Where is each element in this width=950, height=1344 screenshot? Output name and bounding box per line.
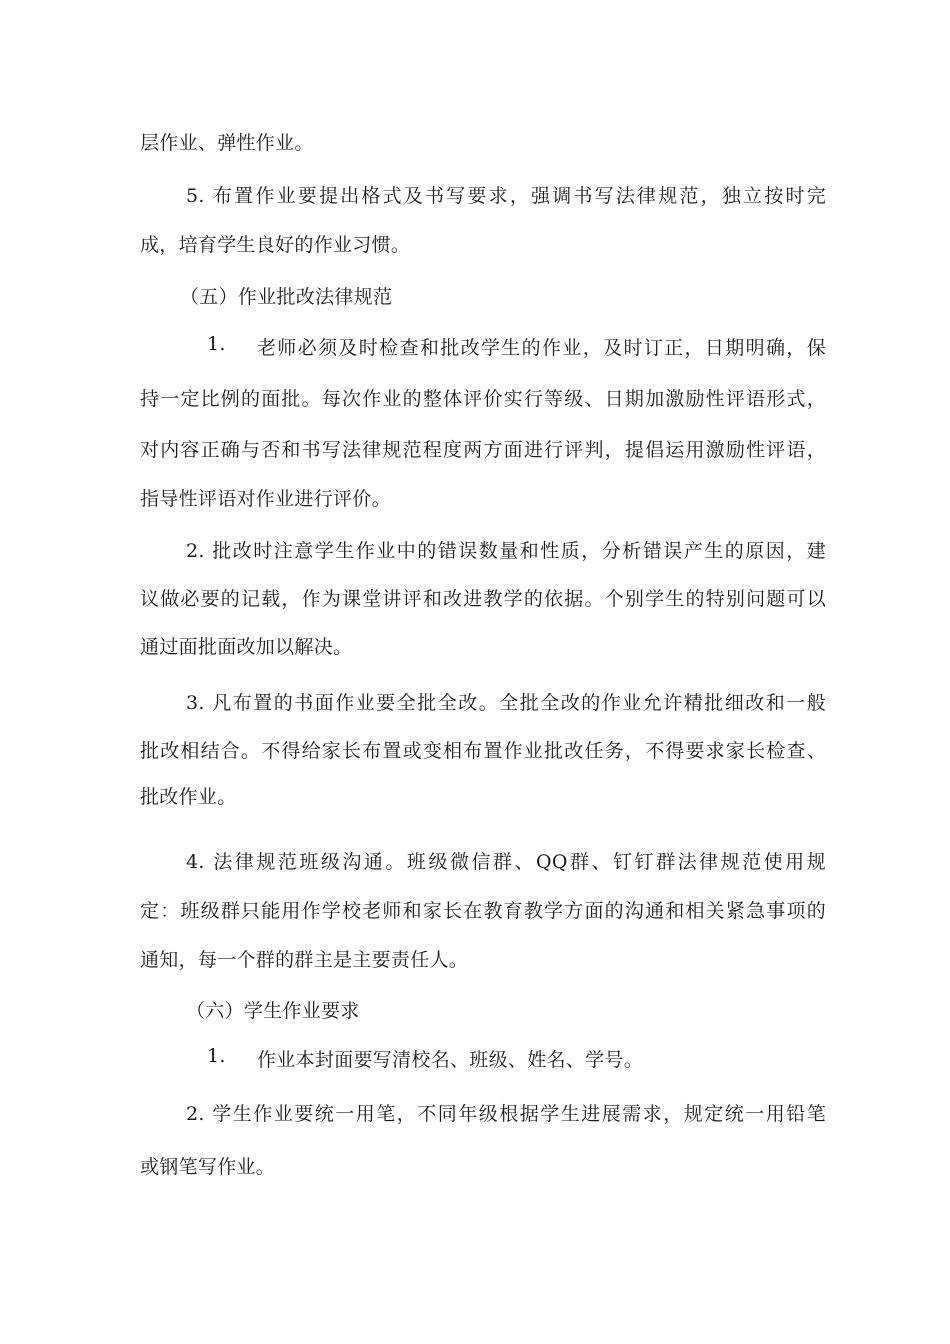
text-line: 持一定比例的面批。每次作业的整体评价实行等级、日期加激励性评语形式， — [140, 388, 826, 410]
text-line: 对内容正确与否和书写法律规范程度两方面进行评判，提倡运用激励性评语， — [140, 439, 826, 461]
list-number — [207, 1045, 257, 1067]
item-number: 1. — [207, 333, 226, 355]
list-number — [207, 333, 257, 355]
text-line: 4. 法律规范班级沟通。班级微信群、QQ群、钉钉群法律规范使用规 — [186, 851, 826, 873]
text-line: 层作业、弹性作业。 — [140, 132, 314, 154]
section-heading: （六）学生作业要求 — [186, 1000, 360, 1022]
text-line: 老师必须及时检查和批改学生的作业，及时订正，日期明确，保 — [257, 337, 826, 359]
text-line: 成，培育学生良好的作业习惯。 — [140, 234, 411, 256]
text-line: 定：班级群只能用作学校老师和家长在教育教学方面的沟通和相关紧急事项的 — [140, 900, 826, 922]
text-line: 作业本封面要写清校名、班级、姓名、学号。 — [257, 1049, 644, 1071]
text-line: 2. 学生作业要统一用笔，不同年级根据学生进展需求，规定统一用铅笔 — [186, 1103, 826, 1125]
text-line: 议做必要的记载，作为课堂讲评和改进教学的依据。个别学生的特别问题可以 — [140, 588, 826, 610]
text-line: 批改作业。 — [140, 786, 237, 808]
text-line: 2. 批改时注意学生作业中的错误数量和性质，分析错误产生的原因，建 — [186, 540, 826, 562]
section-heading: （五）作业批改法律规范 — [180, 286, 393, 308]
text-line: 或钢笔写作业。 — [140, 1156, 276, 1178]
text-line: 批改相结合。不得给家长布置或变相布置作业批改任务，不得要求家长检查、 — [140, 740, 826, 762]
text-line: 3. 凡布置的书面作业要全批全改。全批全改的作业允许精批细改和一般 — [186, 692, 826, 714]
text-line: 通过面批面改加以解决。 — [140, 636, 353, 658]
text-line: 5. 布置作业要提出格式及书写要求，强调书写法律规范，独立按时完 — [186, 185, 826, 207]
item-number: 1. — [207, 1045, 226, 1067]
text-line: 指导性评语对作业进行评价。 — [140, 488, 391, 510]
text-line: 通知，每一个群的群主是主要责任人。 — [140, 949, 469, 971]
